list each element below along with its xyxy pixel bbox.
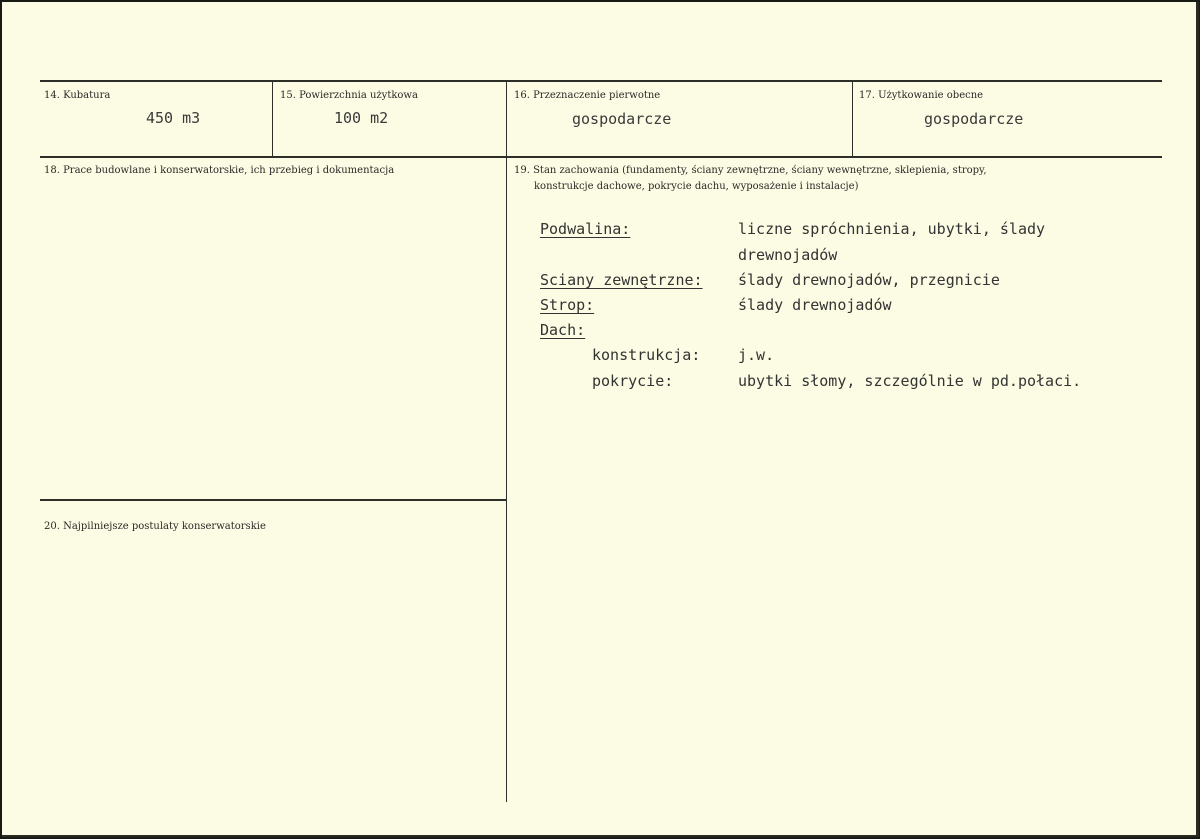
powierzchnia-label: 15. Powierzchnia użytkowa (280, 90, 418, 101)
prace-label: 18. Prace budowlane i konserwatorskie, ich przebieg i dokumentacja (44, 165, 395, 176)
uzytkowanie-value: gospodarcze (924, 110, 1024, 128)
postulaty-label: 20. Najpilniejsze postulaty konserwatorskie (44, 521, 266, 532)
konstrukcja-key: konstrukcja: (592, 346, 701, 364)
left-section-divider (40, 499, 507, 501)
col-divider-2 (506, 80, 507, 802)
top-rule (40, 80, 1162, 82)
przeznaczenie-value: gospodarcze (572, 110, 672, 128)
strop-value: ślady drewnojadów (738, 296, 892, 314)
col-divider-3 (852, 80, 853, 157)
sciany-key: Sciany zewnętrzne: (540, 271, 703, 289)
stan-label-line1: 19. Stan zachowania (fundamenty, ściany zewnętrzne, ściany wewnętrzne, sklepienia, stropy, (514, 165, 987, 176)
dach-key: Dach: (540, 321, 586, 339)
pokrycie-key: pokrycie: (592, 372, 674, 390)
sciany-value: ślady drewnojadów, przegnicie (738, 271, 1000, 289)
row-divider (40, 156, 1162, 158)
uzytkowanie-label: 17. Użytkowanie obecne (859, 90, 984, 101)
podwalina-value-line2: drewnojadów (738, 246, 838, 264)
stan-label-line2: konstrukcje dachowe, pokrycie dachu, wyposażenie i instalacje) (534, 181, 859, 192)
podwalina-value-line1: liczne spróchnienia, ubytki, ślady (738, 220, 1046, 238)
strop-key: Strop: (540, 296, 595, 314)
powierzchnia-value: 100 m2 (334, 109, 389, 127)
podwalina-key: Podwalina: (540, 220, 631, 238)
kubatura-value: 450 m3 (146, 109, 201, 127)
pokrycie-value: ubytki słomy, szczególnie w pd.połaci. (738, 372, 1082, 390)
przeznaczenie-label: 16. Przeznaczenie pierwotne (514, 90, 661, 101)
col-divider-1 (272, 80, 273, 157)
record-card (2, 2, 1199, 837)
kubatura-label: 14. Kubatura (44, 90, 111, 101)
konstrukcja-value: j.w. (738, 346, 775, 364)
